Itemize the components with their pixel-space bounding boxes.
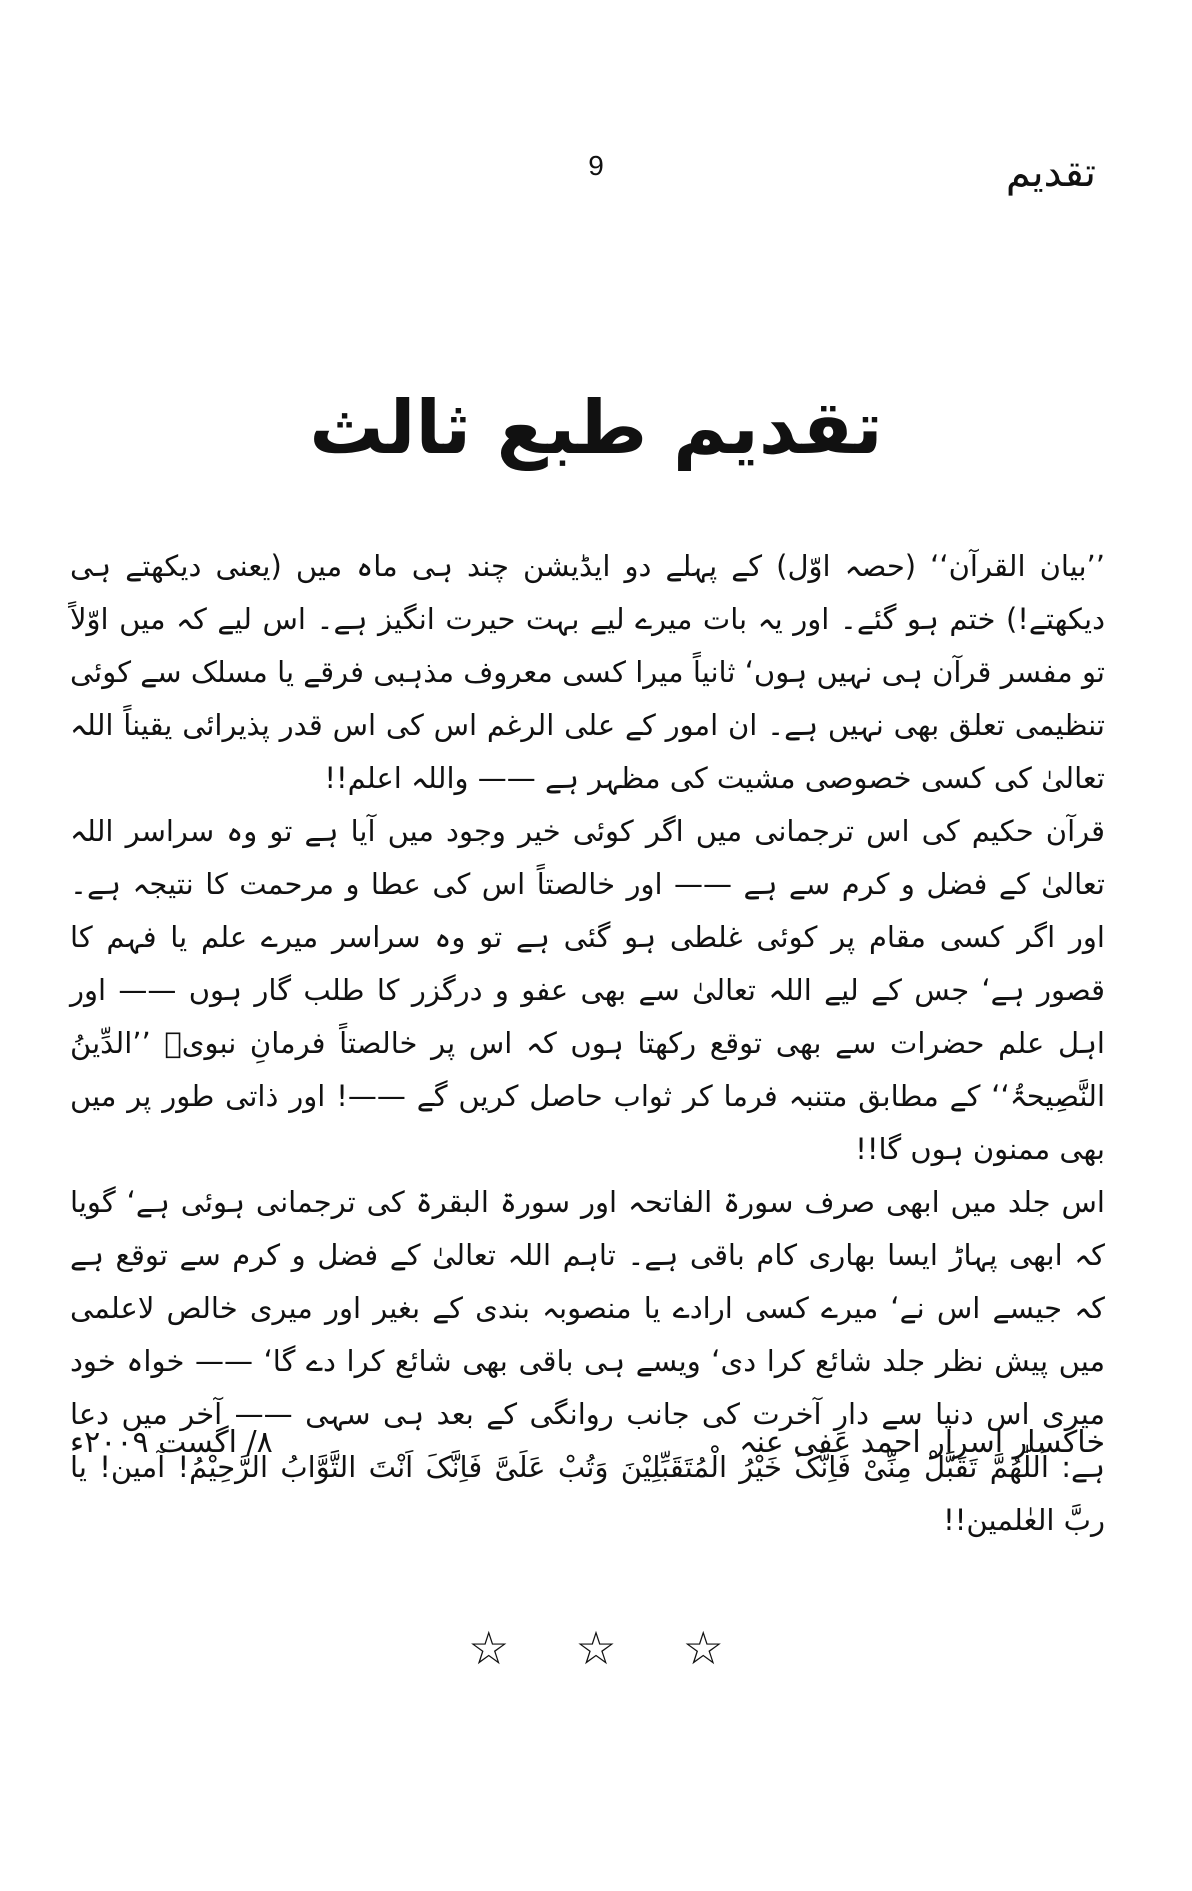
star-ornament bbox=[0, 1621, 1192, 1675]
paragraph: اس جلد میں ابھی صرف سورۃ الفاتحہ اور سورۃ البقرۃ کی ترجمانی ہوئی ہے‘ گویا کہ ابھی پہاڑ ایسا بھاری کام باقی ہے۔ تاہم اللہ تعالیٰ کے فضل و کرم سے توقع ہے کہ جیسے اس نے‘ میرے کسی ارادے یا منصوبہ بندی کے بغیر اور میری خالص لاعلمی میں پیش نظر جلد شائع کرا دی‘ ویسے ہی باقی بھی شائع کرا دے گا‘ —— خواہ خود میری اس دنیا سے دارِ آخرت کی جانب روانگی کے بعد ہی سہی —— آخر میں دعا ہے: اَللّٰھُمَّ تَقَبَّلْ مِنِّیْ فَاِنَّکَ خَیْرُ الْمُتَقَبِّلِیْنَ وَتُبْ عَلَیَّ فَاِنَّکَ اَنْتَ التَّوَّابُ الرَّحِیْمُ! آمین! یا ربَّ العٰلمین!! bbox=[70, 1185, 1105, 1537]
signature-row bbox=[70, 1425, 1105, 1460]
star-icon: ☆ bbox=[575, 1621, 617, 1675]
paragraph: ’’بیان القرآن‘‘ (حصہ اوّل) کے پہلے دو ایڈیشن چند ہی ماہ میں (یعنی دیکھتے ہی دیکھتے!) ختم ہو گئے۔ اور یہ بات میرے لیے بہت حیرت انگیز ہے۔ اس لیے کہ میں اوّلاً تو مفسر قرآن ہی نہیں ہوں‘ ثانیاً میرا کسی معروف مذہبی فرقے یا مسلک سے کوئی تنظیمی تعلق بھی نہیں ہے۔ ان امور کے علی الرغم اس کی اس قدر پذیرائی یقیناً اللہ تعالیٰ کی کسی خصوصی مشیت کی مظہر ہے —— واللہ اعلم!! bbox=[70, 549, 1105, 795]
signature-date: ۸/ اگست ۲۰۰۹ء bbox=[70, 1425, 273, 1460]
author-signature: خاکسار اسرار احمد عفی عنہ bbox=[739, 1425, 1105, 1460]
body-text bbox=[70, 540, 1105, 1547]
star-icon: ☆ bbox=[682, 1621, 724, 1675]
page-number: 9 bbox=[588, 150, 604, 181]
page-title: تقدیم طبع ثالث bbox=[309, 385, 883, 471]
running-head: تقدیم bbox=[1005, 150, 1096, 196]
paragraph: قرآن حکیم کی اس ترجمانی میں اگر کوئی خیر وجود میں آیا ہے تو وہ سراسر اللہ تعالیٰ کے فضل و کرم سے ہے —— اور خالصتاً اس کی عطا و مرحمت کا نتیجہ ہے۔ اور اگر کسی مقام پر کوئی غلطی ہو گئی ہے تو وہ سراسر میرے علم یا فہم کا قصور ہے‘ جس کے لیے اللہ تعالیٰ سے بھی عفو و درگزر کا طلب گار ہوں —— اور اہل علم حضرات سے بھی توقع رکھتا ہوں کہ اس پر خالصتاً فرمانِ نبویؐ ’’الدِّینُ النَّصِیحۃُ‘‘ کے مطابق متنبہ فرما کر ثواب حاصل کریں گے ——! اور ذاتی طور پر میں بھی ممنون ہوں گا!! bbox=[70, 814, 1105, 1166]
star-icon: ☆ bbox=[468, 1621, 510, 1675]
